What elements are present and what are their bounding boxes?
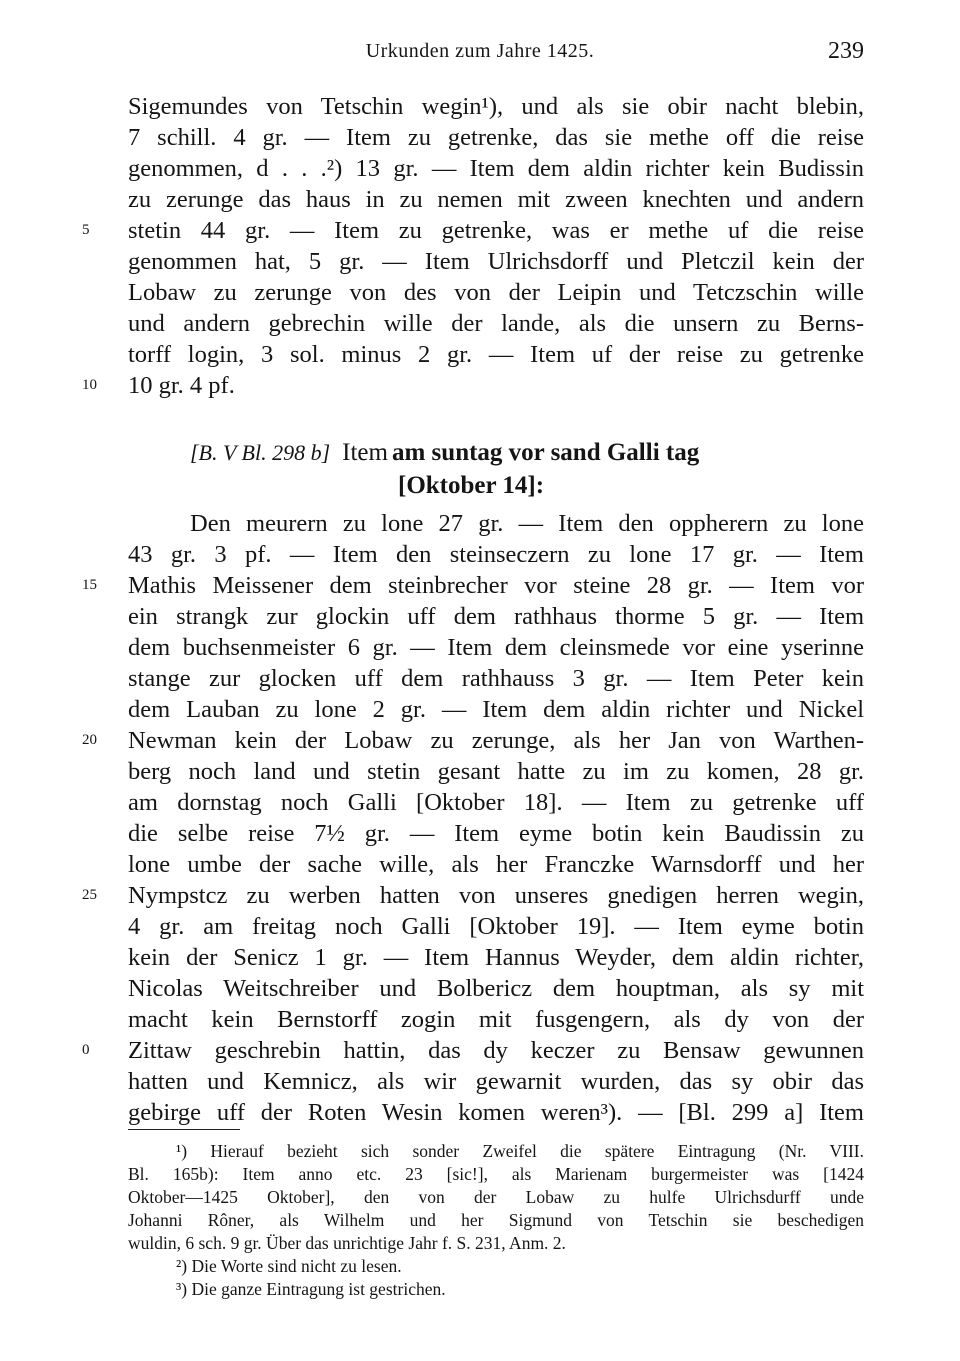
margin-line-number: 5 — [82, 222, 90, 238]
section-line: hatten und Kemnicz, als wir gewarnit wurden, das sy obir das — [128, 1068, 864, 1095]
margin-line-number: 10 — [82, 377, 97, 393]
body-line: und andern gebrechin wille der lande, als die unsern zu Berns- — [128, 310, 864, 337]
section-heading-line-1 — [190, 436, 699, 470]
footnote-line: ¹) Hierauf bezieht sich sonder Zweifel die spätere Eintragung (Nr. VIII. — [176, 1141, 864, 1161]
section-line: Den meurern zu lone 27 gr. — Item den oppherern zu lone — [190, 510, 864, 537]
section-line: die selbe reise 7½ gr. — Item eyme botin kein Baudissin zu — [128, 820, 864, 847]
body-line: zu zerunge das haus in zu nemen mit zween knechten und andern — [128, 186, 864, 213]
section-line: Newman kein der Lobaw zu zerunge, als her Jan von Warthen- — [128, 727, 864, 754]
footnote-line: ²) Die Worte sind nicht zu lesen. — [176, 1256, 402, 1276]
section-line: ein strangk zur glockin uff dem rathhaus thorme 5 gr. — Item — [128, 603, 864, 630]
body-line: genommen hat, 5 gr. — Item Ulrichsdorff und Pletczil kein der — [128, 248, 864, 275]
section-line: gebirge uff der Roten Wesin komen weren³). — [Bl. 299 a] Item — [128, 1099, 864, 1126]
section-line: macht kein Bernstorff zogin mit fusgengern, als dy von der — [128, 1006, 864, 1033]
section-line: 4 gr. am freitag noch Galli [Oktober 19]. — Item eyme botin — [128, 913, 864, 940]
section-line: berg noch land und stetin gesant hatte zu im zu komen, 28 gr. — [128, 758, 864, 785]
section-heading-date: am suntag vor sand Galli tag — [391, 439, 700, 466]
body-line: torff login, 3 sol. minus 2 gr. — Item uf der reise zu getrenke — [128, 341, 864, 368]
section-line: Nympstcz zu werben hatten von unseres gnedigen herren wegin, — [128, 882, 864, 909]
body-line: genommen, d . . .²) 13 gr. — Item dem aldin richter kein Budissin — [128, 155, 864, 182]
body-line: Sigemundes von Tetschin wegin¹), und als sie obir nacht blebin, — [128, 93, 864, 120]
body-line: stetin 44 gr. — Item zu getrenke, was er methe uf die reise — [128, 217, 864, 244]
footnote-line: Johanni Rôner, als Wilhelm und her Sigmund von Tetschin sie beschedigen — [128, 1210, 864, 1230]
section-line: dem buchsenmeister 6 gr. — Item dem cleinsmede vor eine yserinne — [128, 634, 864, 661]
section-line: Mathis Meissener dem steinbrecher vor steine 28 gr. — Item vor — [128, 572, 864, 599]
section-line: Zittaw geschrebin hattin, das dy keczer zu Bensaw gewunnen — [128, 1037, 864, 1064]
section-line: lone umbe der sache wille, als her Franczke Warnsdorff und her — [128, 851, 864, 878]
margin-line-number: 25 — [82, 887, 97, 903]
margin-line-number: 0 — [82, 1042, 90, 1058]
section-heading-intro: Item — [342, 439, 388, 466]
section-line: dem Lauban zu lone 2 gr. — Item dem aldin richter und Nickel — [128, 696, 864, 723]
section-line: kein der Senicz 1 gr. — Item Hannus Weyder, dem aldin richter, — [128, 944, 864, 971]
footnote-divider — [128, 1129, 240, 1130]
margin-line-number: 15 — [82, 577, 97, 593]
page-number: 239 — [828, 38, 864, 64]
margin-line-number: 20 — [82, 732, 97, 748]
folio-reference: [B. V Bl. 298 b] — [190, 440, 331, 465]
footnote-line: ³) Die ganze Eintragung ist gestrichen. — [176, 1279, 446, 1299]
running-header-title: Urkunden zum Jahre 1425. — [365, 40, 595, 62]
section-line: stange zur glocken uff dem rathhauss 3 gr. — Item Peter kein — [128, 665, 864, 692]
section-heading-line-2: [Oktober 14]: — [398, 472, 545, 499]
footnote-line: Bl. 165b): Item anno etc. 23 [sic!], als Marienam burgermeister was [1424 — [128, 1164, 864, 1184]
section-line: 43 gr. 3 pf. — Item den steinseczern zu lone 17 gr. — Item — [128, 541, 864, 568]
section-line: am dornstag noch Galli [Oktober 18]. — Item zu getrenke uff — [128, 789, 864, 816]
footnote-line: Oktober—1425 Oktober], den von der Lobaw zu hulfe Ulrichsdurff unde — [128, 1187, 864, 1207]
section-line: Nicolas Weitschreiber und Bolbericz dem houptman, als sy mit — [128, 975, 864, 1002]
body-line: Lobaw zu zerunge von des von der Leipin und Tetczschin wille — [128, 279, 864, 306]
footnote-line: wuldin, 6 sch. 9 gr. Über das unrichtige Jahr f. S. 231, Anm. 2. — [128, 1233, 566, 1253]
body-line: 7 schill. 4 gr. — Item zu getrenke, das sie methe off die reise — [128, 124, 864, 151]
body-line: 10 gr. 4 pf. — [128, 372, 235, 399]
